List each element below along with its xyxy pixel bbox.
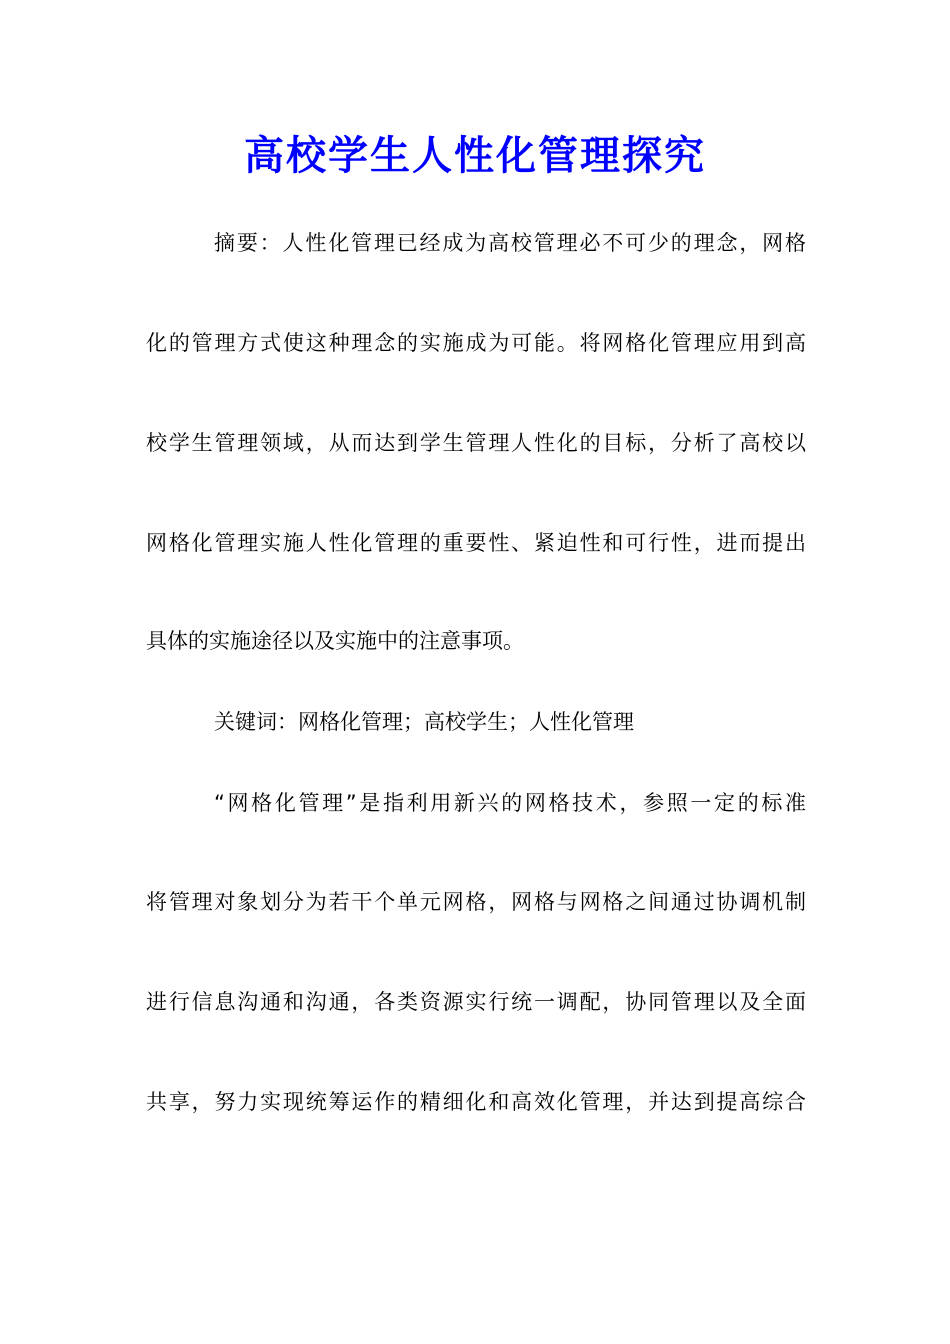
abstract-line: 化的管理方式使这种理念的实施成为可能。将网格化管理应用到高	[146, 331, 806, 355]
keywords-line: 关键词：网格化管理；高校学生；人性化管理	[214, 710, 634, 734]
abstract-line: 摘要：人性化管理已经成为高校管理必不可少的理念，网格	[214, 231, 806, 255]
abstract-line: 网格化管理实施人性化管理的重要性、紧迫性和可行性，进而提出	[146, 531, 806, 555]
body-line: “网格化管理”是指利用新兴的网格技术，参照一定的标准	[214, 791, 806, 815]
body-line: 共享，努力实现统筹运作的精细化和高效化管理，并达到提高综合	[146, 1090, 806, 1114]
document-title: 高校学生人性化管理探究	[244, 132, 706, 179]
abstract-line: 校学生管理领域，从而达到学生管理人性化的目标，分析了高校以	[146, 431, 806, 455]
body-line: 将管理对象划分为若干个单元网格，网格与网格之间通过协调机制	[146, 890, 806, 914]
body-line: 进行信息沟通和沟通，各类资源实行统一调配，协同管理以及全面	[146, 990, 806, 1014]
abstract-line: 具体的实施途径以及实施中的注意事项。	[146, 629, 524, 653]
